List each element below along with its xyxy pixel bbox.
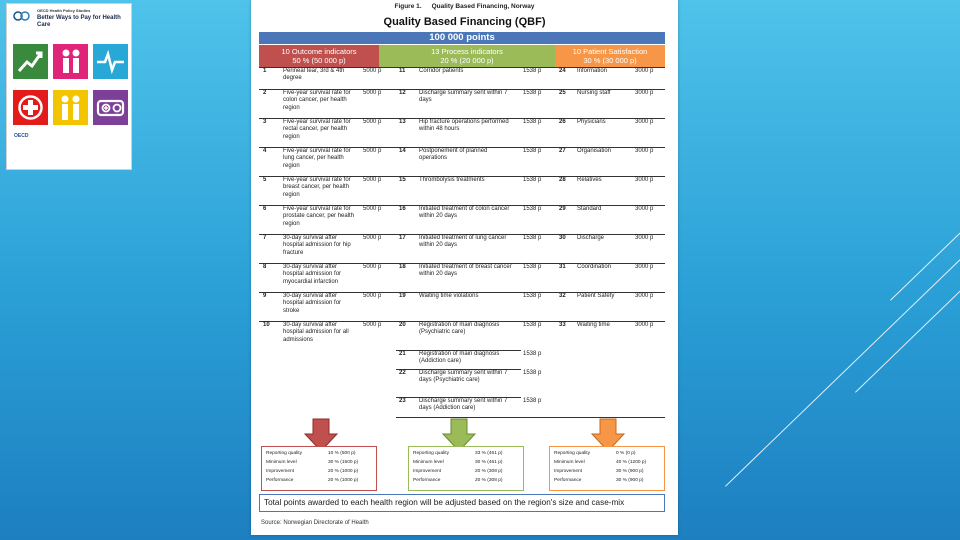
patient-indicator-points: 3000 p [635, 119, 654, 125]
process-indicator-text: Registration of main diagnosis (Psychiatric care) [419, 322, 500, 336]
patient-indicator-number: 30 [559, 235, 566, 241]
main-title: Quality Based Financing (QBF) [383, 16, 546, 28]
patient-indicator-points: 3000 p [635, 90, 654, 96]
breakdown-value: 33 % (461 p) [475, 451, 503, 456]
process-indicator-number: 16 [399, 206, 406, 212]
outcome-indicator-text: Five-year survival rate for rectal cancer, per health region [283, 119, 351, 140]
breakdown-value: 10 % (500 p) [328, 451, 356, 456]
process-header-line2: 20 % (20 000 p) [440, 56, 494, 65]
outcome-indicator-text: Perineal tear, 3rd & 4th degree [283, 68, 345, 82]
patient-indicator-text: Relatives [577, 177, 602, 183]
outcome-indicator-points: 5000 p [363, 264, 382, 270]
process-breakdown-box [408, 446, 524, 491]
process-indicator-number: 22 [399, 370, 406, 376]
process-indicator-text: Initiated treatment of colon cancer within 20 days [419, 206, 510, 220]
breakdown-label: Performance [266, 478, 294, 483]
process-indicator-points: 1538 p [523, 119, 542, 125]
process-indicator-text: Postponement of planned operations [419, 148, 488, 162]
patient-indicator-text: Discharge [577, 235, 605, 241]
patient-indicator-number: 29 [559, 206, 566, 212]
patient-indicator-number: 28 [559, 177, 566, 183]
source-note: Source: Norwegian Directorate of Health [261, 520, 369, 526]
breakdown-label: Improvement [266, 469, 294, 474]
patient-indicator-points: 3000 p [635, 235, 654, 241]
process-indicator-number: 15 [399, 177, 406, 183]
outcome-indicator-text: Five-year survival rate for prostate cancer, per health region [283, 206, 355, 227]
breakdown-value: 30 % (900 p) [616, 478, 644, 483]
process-indicator-text: Thrombolysis treatments [419, 177, 485, 183]
patient-indicator-points: 3000 p [635, 177, 654, 183]
growth-icon [13, 44, 48, 79]
patient-indicator-number: 33 [559, 322, 566, 328]
process-indicator-points: 1538 p [523, 322, 542, 328]
process-indicator-points: 1538 p [523, 148, 542, 154]
breakdown-label: Reporting quality [266, 451, 302, 456]
breakdown-label: Reporting quality [554, 451, 590, 456]
patient-indicator-number: 27 [559, 148, 566, 154]
figure-caption: Quality Based Financing, Norway [431, 3, 535, 10]
report-cover-thumbnail[interactable] [6, 3, 132, 170]
process-indicator-number: 23 [399, 398, 406, 404]
process-indicator-number: 20 [399, 322, 406, 328]
outcome-indicator-number: 3 [263, 119, 267, 125]
process-indicator-number: 14 [399, 148, 406, 154]
figure-document [251, 0, 678, 535]
process-indicator-number: 12 [399, 90, 406, 96]
outcome-breakdown-box [261, 446, 377, 491]
process-indicator-number: 19 [399, 293, 406, 299]
patient-indicator-points: 3000 p [635, 264, 654, 270]
breakdown-label: Performance [413, 478, 441, 483]
process-indicator-points: 1538 p [523, 264, 542, 270]
patient-column-header [555, 45, 665, 67]
patient-indicator-number: 32 [559, 293, 566, 299]
process-indicator-text: Initiated treatment of breast cancer within 20 days [419, 264, 512, 278]
breakdown-value: 0 % (0 p) [616, 451, 636, 456]
table-row-divider [517, 417, 665, 418]
process-indicator-points: 1538 p [523, 398, 542, 404]
cover-publisher: OECD [14, 133, 29, 139]
patient-indicator-number: 26 [559, 119, 566, 125]
patient-indicator-text: Physicians [577, 119, 606, 125]
patient-indicator-text: Patient Safety [577, 293, 615, 299]
people-icon [53, 90, 88, 125]
oecd-swirl-logo [13, 9, 33, 23]
process-indicator-points: 1538 p [523, 235, 542, 241]
patient-indicator-number: 31 [559, 264, 566, 270]
patient-indicator-text: Standard [577, 206, 602, 212]
process-indicator-text: Discharge summary sent within 7 days (Addiction care) [419, 398, 508, 412]
patient-indicator-text: Waiting time [577, 322, 610, 328]
patient-header-line1: 10 Patient Satisfaction [572, 47, 648, 56]
patient-indicator-text: Coordination [577, 264, 612, 270]
process-indicator-points: 1538 p [523, 68, 542, 74]
breakdown-label: Minimum level [266, 460, 297, 465]
breakdown-value: 20 % (1000 p) [328, 478, 359, 483]
breakdown-value: 20 % (308 p) [475, 469, 503, 474]
outcome-indicator-points: 5000 p [363, 206, 382, 212]
breakdown-label: Reporting quality [413, 451, 449, 456]
process-indicator-number: 18 [399, 264, 406, 270]
outcome-indicator-number: 6 [263, 206, 267, 212]
breakdown-label: Performance [554, 478, 582, 483]
breakdown-label: Minimum level [413, 460, 444, 465]
breakdown-label: Minimum level [554, 460, 585, 465]
breakdown-value: 40 % (1200 p) [616, 460, 647, 465]
outcome-indicator-points: 5000 p [363, 322, 382, 328]
outcome-indicator-number: 10 [263, 322, 270, 328]
breakdown-value: 30 % (461 p) [475, 460, 503, 465]
decorative-line [725, 257, 960, 487]
cover-title: Better Ways to Pay for Health Care [37, 15, 121, 28]
process-indicator-number: 17 [399, 235, 406, 241]
process-indicator-text: Discharge summary sent within 7 days (Psychiatric care) [419, 370, 508, 384]
outcome-indicator-points: 5000 p [363, 235, 382, 241]
outcome-indicator-number: 5 [263, 177, 267, 183]
process-indicator-number: 13 [399, 119, 406, 125]
process-indicator-points: 1538 p [523, 90, 542, 96]
total-points-band: 100 000 points [259, 32, 665, 44]
outcome-indicator-text: 30-day survival after hospital admission for stroke [283, 293, 342, 314]
ambulance-icon [93, 90, 128, 125]
patient-indicator-points: 3000 p [635, 206, 654, 212]
table-row-divider [396, 417, 521, 418]
medical-cross-icon [13, 90, 48, 125]
process-indicator-number: 21 [399, 351, 406, 357]
outcome-indicator-number: 2 [263, 90, 267, 96]
patient-breakdown-box [549, 446, 665, 491]
process-indicator-text: Corridor patients [419, 68, 464, 74]
breakdown-label: Improvement [554, 469, 582, 474]
figure-heading [251, 3, 678, 10]
process-indicator-text: Discharge summary sent within 7 days [419, 90, 508, 104]
patient-indicator-points: 3000 p [635, 322, 654, 328]
breakdown-value: 30 % (900 p) [616, 469, 644, 474]
figure-label: Figure 1. [394, 3, 422, 10]
process-indicator-points: 1538 p [523, 351, 542, 357]
process-indicator-text: Waiting time violations [419, 293, 479, 299]
process-indicator-points: 1538 p [523, 370, 542, 376]
process-indicator-points: 1538 p [523, 206, 542, 212]
process-header-line1: 13 Process indicators [431, 47, 503, 56]
process-indicator-text: Hip fracture operations performed within 48 hours [419, 119, 509, 133]
outcome-indicator-number: 8 [263, 264, 267, 270]
outcome-header-line2: 50 % (50 000 p) [292, 56, 346, 65]
outcome-indicator-points: 5000 p [363, 68, 382, 74]
process-indicator-points: 1538 p [523, 293, 542, 299]
outcome-header-line1: 10 Outcome indicators [281, 47, 357, 56]
patient-indicator-text: Nursing staff [577, 90, 611, 96]
process-indicator-text: Initiated treatment of lung cancer within 20 days [419, 235, 507, 249]
outcome-indicator-points: 5000 p [363, 177, 382, 183]
patient-indicator-number: 25 [559, 90, 566, 96]
heartbeat-icon [93, 44, 128, 79]
patient-indicator-points: 3000 p [635, 293, 654, 299]
outcome-indicator-text: Five-year survival rate for colon cancer, per health region [283, 90, 351, 111]
outcome-indicator-number: 7 [263, 235, 267, 241]
decorative-line [890, 203, 960, 301]
outcome-indicator-text: 30-day survival after hospital admission for all admissions [283, 322, 349, 343]
breakdown-value: 20 % (1000 p) [328, 469, 359, 474]
cover-series: OECD Health Policy Studies [37, 8, 91, 13]
family-icon [53, 44, 88, 79]
process-indicator-number: 11 [399, 68, 406, 74]
patient-header-line2: 30 % (30 000 p) [583, 56, 637, 65]
breakdown-value: 20 % (308 p) [475, 478, 503, 483]
outcome-indicator-text: 30-day survival after hospital admission for hip fracture [283, 235, 351, 256]
patient-indicator-points: 3000 p [635, 68, 654, 74]
outcome-indicator-text: Five-year survival rate for breast cancer, per health region [283, 177, 351, 198]
outcome-indicator-points: 5000 p [363, 119, 382, 125]
patient-indicator-text: Organisation [577, 148, 612, 154]
process-column-header [379, 45, 555, 67]
total-points-note: Total points awarded to each health region will be adjusted based on the region's size and case-mix [259, 494, 665, 512]
patient-indicator-number: 24 [559, 68, 566, 74]
breakdown-label: Improvement [413, 469, 441, 474]
outcome-indicator-number: 9 [263, 293, 267, 299]
outcome-indicator-points: 5000 p [363, 148, 382, 154]
outcome-indicator-points: 5000 p [363, 90, 382, 96]
outcome-indicator-text: 30-day survival after hospital admission for myocardial infarction [283, 264, 342, 285]
patient-indicator-points: 3000 p [635, 148, 654, 154]
patient-indicator-text: Information [577, 68, 608, 74]
process-indicator-points: 1538 p [523, 177, 542, 183]
outcome-column-header [259, 45, 379, 67]
breakdown-value: 30 % (1500 p) [328, 460, 359, 465]
outcome-indicator-number: 1 [263, 68, 267, 74]
process-indicator-text: Registration of main diagnosis (Addiction care) [419, 351, 500, 365]
outcome-indicator-points: 5000 p [363, 293, 382, 299]
outcome-indicator-text: Five-year survival rate for lung cancer, per health region [283, 148, 351, 169]
outcome-indicator-number: 4 [263, 148, 267, 154]
